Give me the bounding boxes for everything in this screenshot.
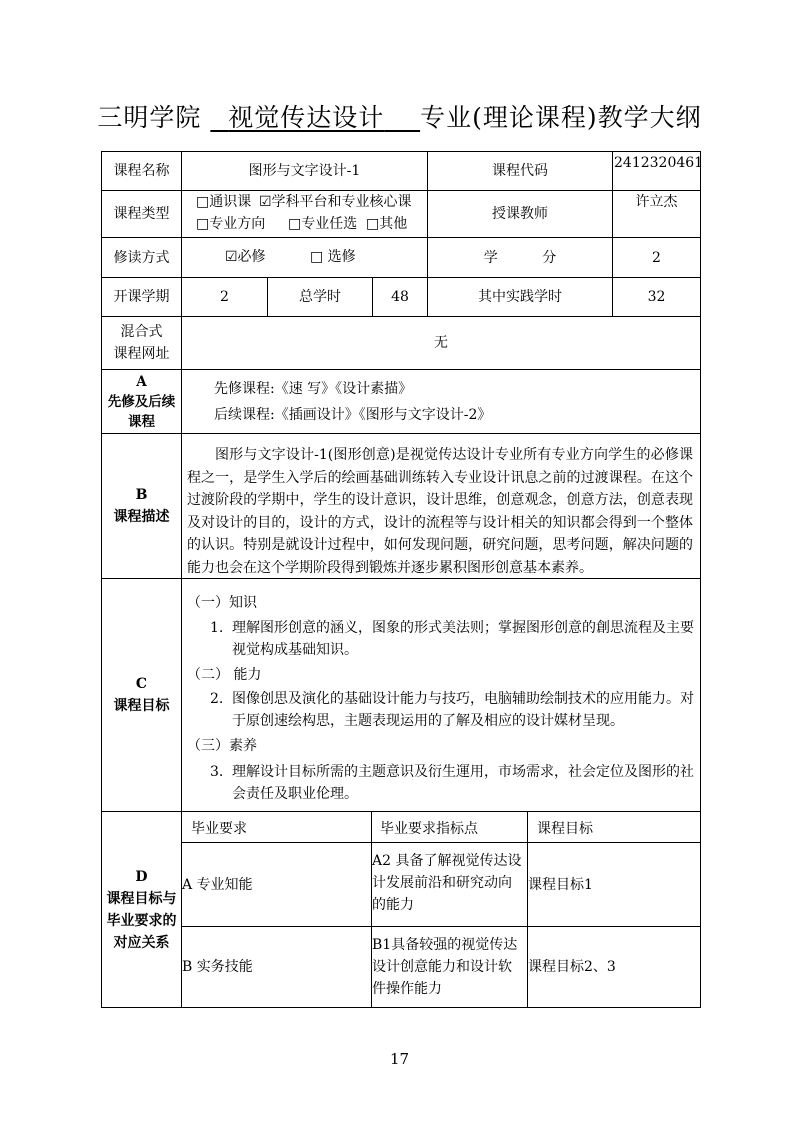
objective-a: 课程目标1 xyxy=(528,876,593,893)
followup-courses: 后续课程:《插画设计》《图形与文字设计-2》 xyxy=(214,407,492,423)
goal-knowledge-heading: （一）知识 xyxy=(187,595,257,611)
goal-ability-heading: （二） 能力 xyxy=(187,667,262,683)
goal-item-3: 3. 理解设计目标所需的主题意识及衍生運用，市场需求，社会定位及图形的社会责任及职业伦理。 xyxy=(210,764,694,802)
req-a-professional-knowledge: A 专业知能 xyxy=(182,876,253,893)
title-major: 视觉传达设计 xyxy=(228,103,385,132)
practice-hours-label: 其中实践学时 xyxy=(478,289,562,305)
course-description: 图形与文字设计-1(图形创意)是视觉传达设计专业所有专业方向学生的必修课程之一，是学生入学后的绘画基础训练转入专业设计讯息之前的过渡课程。在这个过渡阶段的学期中，学生的设计意识，设计思维，创意观念，创意方法，创意表现及对设计的目的，设计的方式，设计的流程等与设计相关的知识都会得到一个整体的认识。特别是就设计过程中，如何发现问题，研究问题，思考问题，解决问题的能力也会在这个学期阶段得到锻炼并逐步累积图形创意基本素养。 xyxy=(187,447,693,576)
mixed-course-value: 无 xyxy=(434,335,448,351)
required-checkbox: ☑必修 xyxy=(225,249,266,265)
teacher-name: 许立杰 xyxy=(635,194,678,210)
course-name: 图形与文字设计-1 xyxy=(248,163,361,179)
goal-literacy-heading: （三）素养 xyxy=(187,738,257,754)
section-a-label: A 先修及后续 课程 xyxy=(107,373,176,430)
mixed-course-label: 混合式 课程网址 xyxy=(113,324,170,362)
type-direction-checkbox: □专业方向 xyxy=(196,216,266,232)
credit-value: 2 xyxy=(652,249,661,266)
semester-value: 2 xyxy=(220,289,229,305)
prerequisite-courses: 先修课程:《速 写》《设计素描》 xyxy=(214,381,413,397)
section-c-label: C 课程目标 xyxy=(113,676,170,714)
goal-item-1: 1. 理解图形创意的涵义，图象的形式美法则；掌握图形创意的創思流程及主要视觉构成基础知识。 xyxy=(210,620,694,658)
indicator-a2: A2 具备了解视觉传达设计发展前沿和研究动向的能力 xyxy=(372,853,522,913)
col-course-objective: 课程目标 xyxy=(537,821,593,837)
section-b-label: B 课程描述 xyxy=(113,487,170,525)
title-suffix: 专业(理论课程)教学大纲 xyxy=(420,103,702,132)
page-number: 17 xyxy=(389,1050,410,1068)
type-other-checkbox: □其他 xyxy=(366,216,408,232)
course-code: 2412320461 xyxy=(614,155,704,171)
title-school: 三明学院 xyxy=(97,103,202,132)
objective-b: 课程目标2、3 xyxy=(528,959,616,975)
type-optional-checkbox: □专业任选 xyxy=(288,216,358,232)
teacher-label: 授课教师 xyxy=(492,206,548,222)
study-mode-label: 修读方式 xyxy=(113,249,170,266)
section-d-label: D 课程目标与 毕业要求的 对应关系 xyxy=(106,868,177,951)
credit-label: 学 分 xyxy=(483,249,557,266)
total-hours-value: 48 xyxy=(391,289,409,305)
course-code-label: 课程代码 xyxy=(492,163,548,179)
total-hours-label: 总学时 xyxy=(299,289,341,305)
goal-item-2: 2. 图像创思及演化的基础设计能力与技巧，电脑辅助绘制技术的应用能力。对于原创速绘构思，主题表现运用的了解及相应的设计媒材呈现。 xyxy=(210,691,694,729)
col-indicator: 毕业要求指标点 xyxy=(380,821,478,837)
semester-label: 开课学期 xyxy=(113,289,170,305)
course-name-label: 课程名称 xyxy=(113,163,170,179)
type-general-checkbox: □通识课 xyxy=(196,194,252,210)
course-type-label: 课程类型 xyxy=(113,206,170,222)
col-graduation-requirement: 毕业要求 xyxy=(191,821,247,837)
type-core-checkbox: ☑学科平台和专业核心课 xyxy=(259,194,412,210)
practice-hours-value: 32 xyxy=(647,289,666,305)
elective-checkbox: □ 选修 xyxy=(310,249,356,265)
req-b-practical-skills: B 实务技能 xyxy=(182,959,253,975)
indicator-b1: B1具备较强的视觉传达设计创意能力和设计软件操作能力 xyxy=(372,937,518,997)
